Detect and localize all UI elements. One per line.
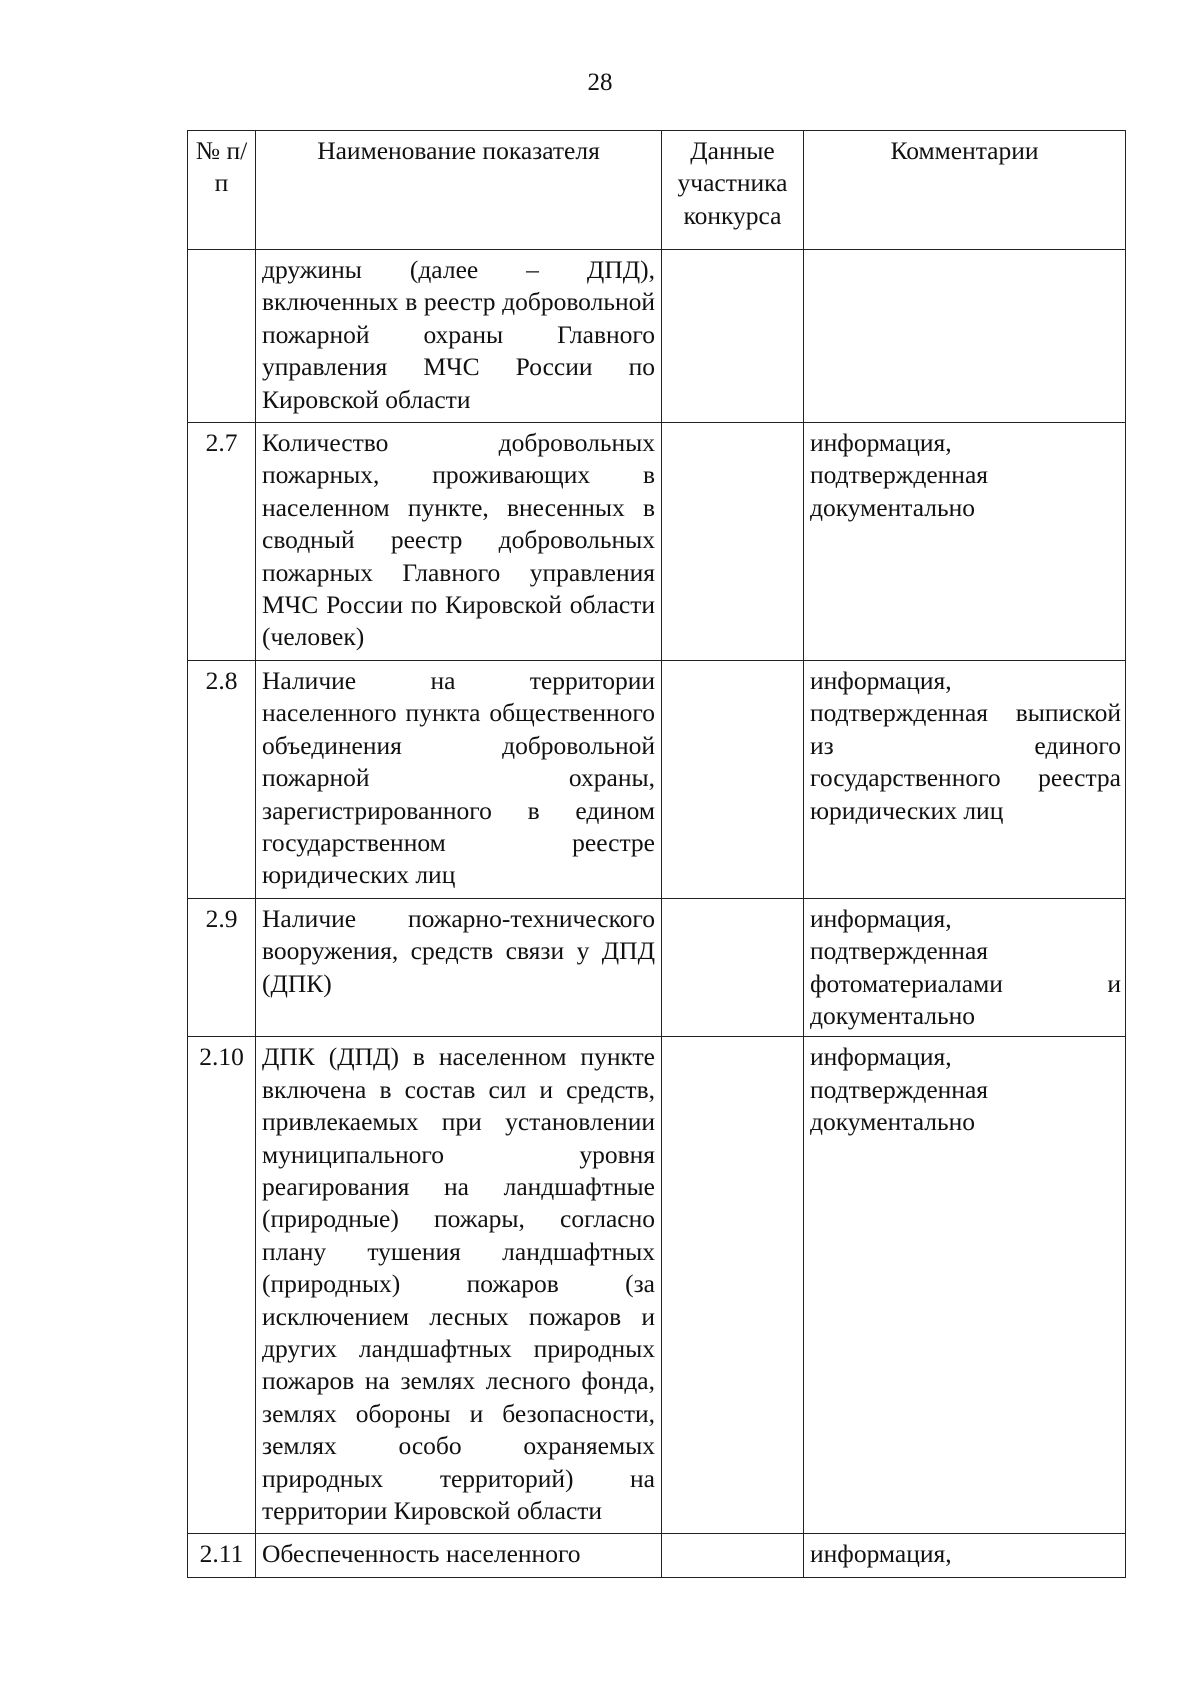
row-num: 2.8 bbox=[188, 660, 256, 898]
indicators-table bbox=[187, 130, 1126, 1578]
row-num: 2.9 bbox=[188, 898, 256, 1037]
row-data bbox=[662, 898, 804, 1037]
table-row bbox=[188, 660, 1126, 898]
row-comment: информация, bbox=[804, 1534, 1126, 1577]
header-data: Данные участника конкурса bbox=[662, 131, 804, 250]
row-num: 2.11 bbox=[188, 1534, 256, 1577]
row-num: 2.10 bbox=[188, 1037, 256, 1534]
table-row bbox=[188, 898, 1126, 1037]
row-num: 2.7 bbox=[188, 423, 256, 661]
row-name: Количество добровольных пожарных, проживающих в населенном пункте, внесенных в сводный реестр добровольных пожарных Главного управления МЧС России по Кировской области (человек) bbox=[256, 423, 662, 661]
row-comment bbox=[804, 250, 1126, 423]
page-number: 28 bbox=[587, 69, 613, 96]
header-name: Наименование показателя bbox=[256, 131, 662, 250]
row-name: дружины (далее – ДПД), включенных в реестр добровольной пожарной охраны Главного управления МЧС России по Кировской области bbox=[256, 250, 662, 423]
row-name: ДПК (ДПД) в населенном пункте включена в состав сил и средств, привлекаемых при установлении муниципального уровня реагирования на ландшафтные (природные) пожары, согласно плану тушения ландшафтных (природных) пожаров (за исключением лесных пожаров и других ландшафтных природных пожаров на землях лесного фонда, землях обороны и безопасности, землях особо охраняемых природных территорий) на территории Кировской области bbox=[256, 1037, 662, 1534]
row-comment: информация, подтвержденная выпиской из единого государственного реестра юридических лиц bbox=[804, 660, 1126, 898]
table-row bbox=[188, 423, 1126, 661]
row-name: Наличие на территории населенного пункта общественного объединения добровольной пожарной охраны, зарегистрированного в едином государственном реестре юридических лиц bbox=[256, 660, 662, 898]
row-comment: информация, подтвержденная документально bbox=[804, 423, 1126, 661]
header-comment: Комментарии bbox=[804, 131, 1126, 250]
row-data bbox=[662, 1534, 804, 1577]
row-data bbox=[662, 423, 804, 661]
row-name: Наличие пожарно-технического вооружения, средств связи у ДПД (ДПК) bbox=[256, 898, 662, 1037]
table-row bbox=[188, 1534, 1126, 1577]
table-row bbox=[188, 250, 1126, 423]
row-data bbox=[662, 660, 804, 898]
row-num bbox=[188, 250, 256, 423]
row-name: Обеспеченность населенного bbox=[256, 1534, 662, 1577]
header-num: № п/п bbox=[188, 131, 256, 250]
table-row bbox=[188, 1037, 1126, 1534]
row-comment: информация, подтвержденная документально bbox=[804, 1037, 1126, 1534]
row-data bbox=[662, 1037, 804, 1534]
row-data bbox=[662, 250, 804, 423]
table-header-row bbox=[188, 131, 1126, 250]
row-comment: информация, подтвержденная фотоматериалами и документально bbox=[804, 898, 1126, 1037]
